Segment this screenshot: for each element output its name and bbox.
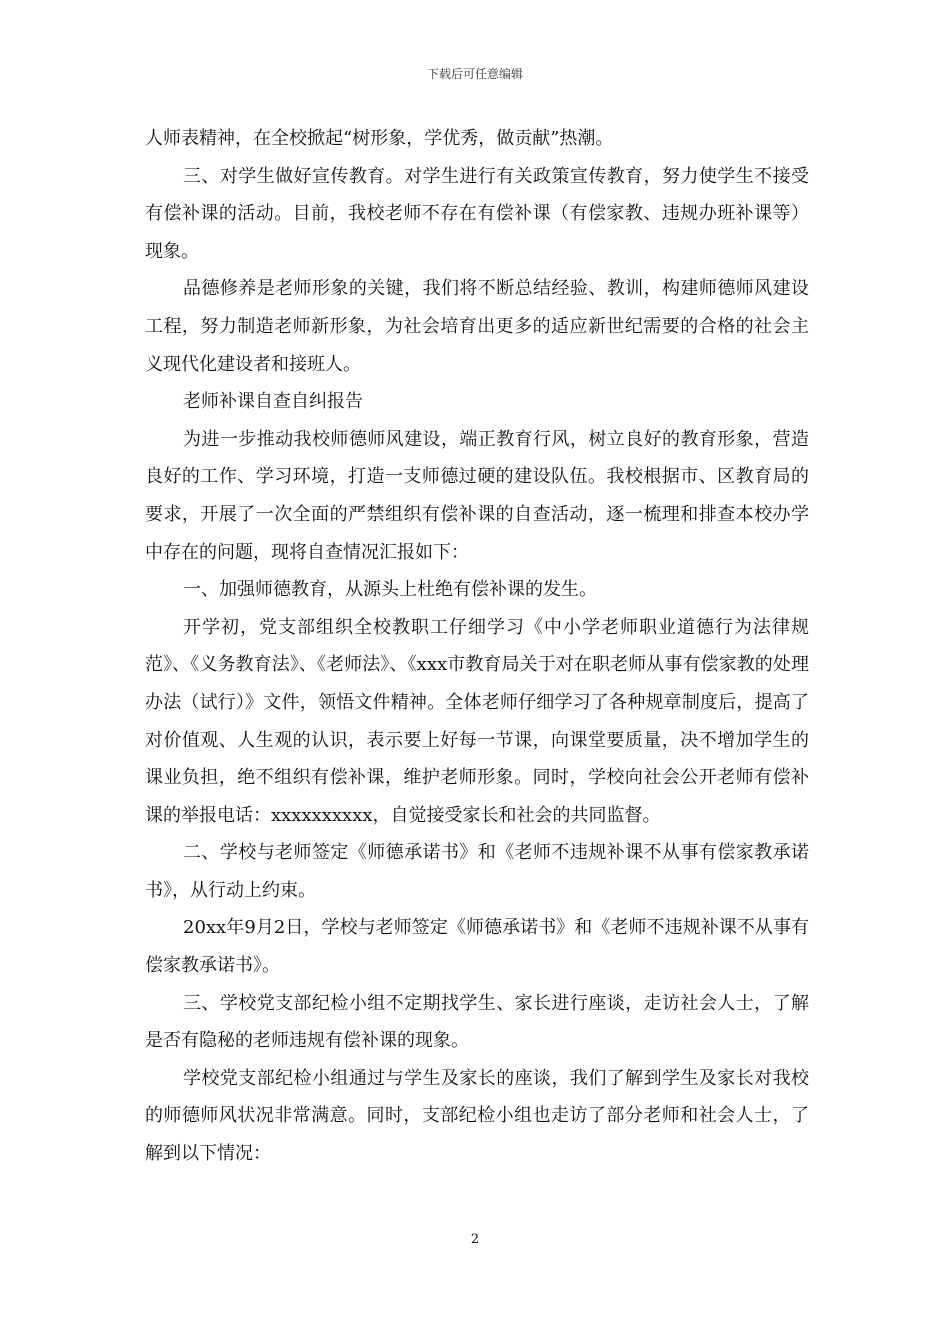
section-heading-1: 一、加强师德教育，从源头上杜绝有偿补课的发生。 [183,579,597,601]
paragraph-2: 三、对学生做好宣传教育。对学生进行有关政策宣传教育，努力使学生不接受有偿补课的活动。目前，我校老师不存在有偿补课（有偿家教、违规办班补课等）现象。 [145,165,809,262]
paragraph-7: 开学初，党支部组织全校教职工仔细学习《中小学老师职业道德行为法律规范》、《义务教育法》、《老师法》、《xxx市教育局关于对在职老师从事有偿家教的处理办法（试行）》文件，领悟文件精神。全体老师仔细学习了各种规章制度后，提高了对价值观、人生观的认识，表示要上好每一节课，向课堂要质量，决不增加学生的课业负担，绝不组织有偿补课，维护老师形象。同时，学校向社会公开老师有偿补课的举报电话：xxxxxxxxxx，自觉接受家长和社会的共同监督。 [145,616,809,826]
paragraph-1: 人师表精神，在全校掀起“树形象，学优秀，做贡献”热潮。 [145,128,614,149]
page-header: 下载后可任意编辑 [426,67,523,81]
document-body [145,120,809,1173]
page-number: 2 [470,1232,480,1247]
section-heading-3: 三、学校党支部纪检小组不定期找学生、家长进行座谈，走访社会人士，了解是否有隐秘的老师违规有偿补课的现象。 [145,992,809,1052]
paragraph-11: 学校党支部纪检小组通过与学生及家长的座谈，我们了解到学生及家长对我校的师德师风状况非常满意。同时，支部纪检小组也走访了部分老师和社会人士，了解到以下情况： [145,1067,809,1165]
paragraph-3: 品德修养是老师形象的关键，我们将不断总结经验、教训，构建师德师风建设工程，努力制造老师新形象，为社会培育出更多的适应新世纪需要的合格的社会主义现代化建设者和接班人。 [145,278,809,375]
paragraph-5: 为进一步推动我校师德师风建设，端正教育行风，树立良好的教育形象，营造良好的工作、学习环境，打造一支师德过硬的建设队伍。我校根据市、区教育局的要求，开展了一次全面的严禁组织有偿补课的自查活动，逐一梳理和排查本校办学中存在的问题，现将自查情况汇报如下： [145,428,809,563]
section-heading-2: 二、学校与老师签定《师德承诺书》和《老师不违规补课不从事有偿家教承诺书》，从行动上约束。 [145,842,809,901]
paragraph-9: 20xx年9月2日，学校与老师签定《师德承诺书》和《老师不违规补课不从事有偿家教承诺书》。 [145,917,809,977]
report-title: 老师补课自查自纠报告 [183,391,363,413]
